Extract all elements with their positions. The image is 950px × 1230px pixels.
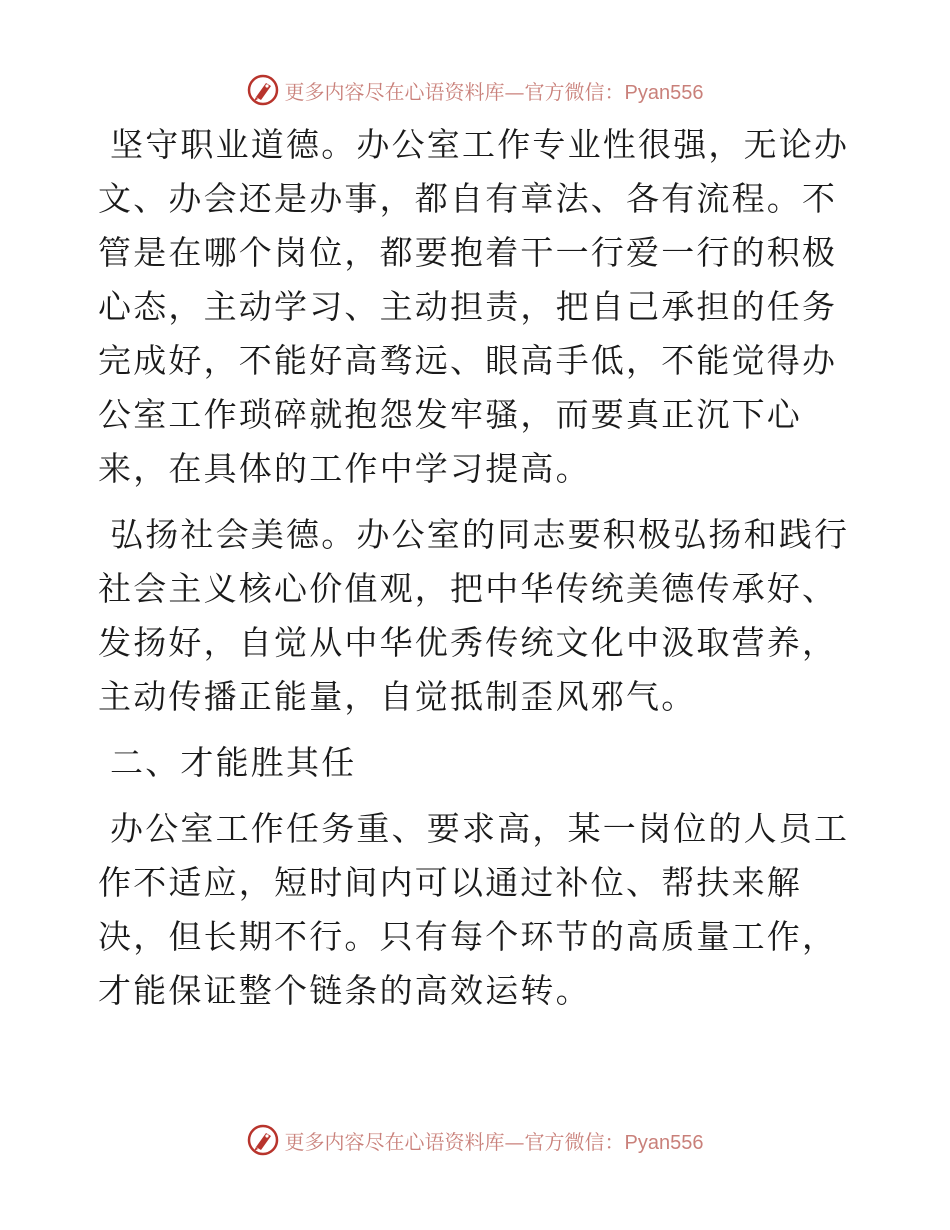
pen-nib-logo-icon [247,74,279,106]
footer-banner [0,1120,950,1160]
header-separator: — [504,79,525,104]
paragraph-professional-ethics: 坚守职业道德。办公室工作专业性很强，无论办文、办会还是办事，都自有章法、各有流程。不管是在哪个岗位，都要抱着干一行爱一行的积极心态，主动学习、主动担责，把自己承担的任务完成好，不能好高骛远、眼高手低，不能觉得办公室工作琐碎就抱怨发牢骚，而要真正沉下心来，在具体的工作中学习提高。 [98,125,850,488]
footer-brand: 更多内容尽在心语资料库 [284,1129,505,1154]
header-wechat-label: 官方微信： [524,79,625,104]
header-brand: 更多内容尽在心语资料库 [284,79,505,104]
header-banner [0,70,950,110]
document-body [98,118,850,1018]
paragraph-social-virtue: 弘扬社会美德。办公室的同志要积极弘扬和践行社会主义核心价值观，把中华传统美德传承好、发扬好，自觉从中华优秀传统文化中汲取营养，主动传播正能量，自觉抵制歪风邪气。 [98,515,850,716]
footer-separator: — [504,1129,525,1154]
section-heading: 二、才能胜其任 [110,743,357,782]
footer-wechat-label: 官方微信： [524,1129,625,1154]
header-wechat-id: Pyan556 [624,81,704,104]
footer-wechat-id: Pyan556 [624,1131,704,1154]
header-banner-text [285,76,704,105]
footer-banner-text [285,1126,704,1155]
pen-nib-logo-icon [247,1124,279,1156]
paragraph-competence: 办公室工作任务重、要求高，某一岗位的人员工作不适应，短时间内可以通过补位、帮扶来解决，但长期不行。只有每个环节的高质量工作，才能保证整个链条的高效运转。 [98,809,850,1010]
